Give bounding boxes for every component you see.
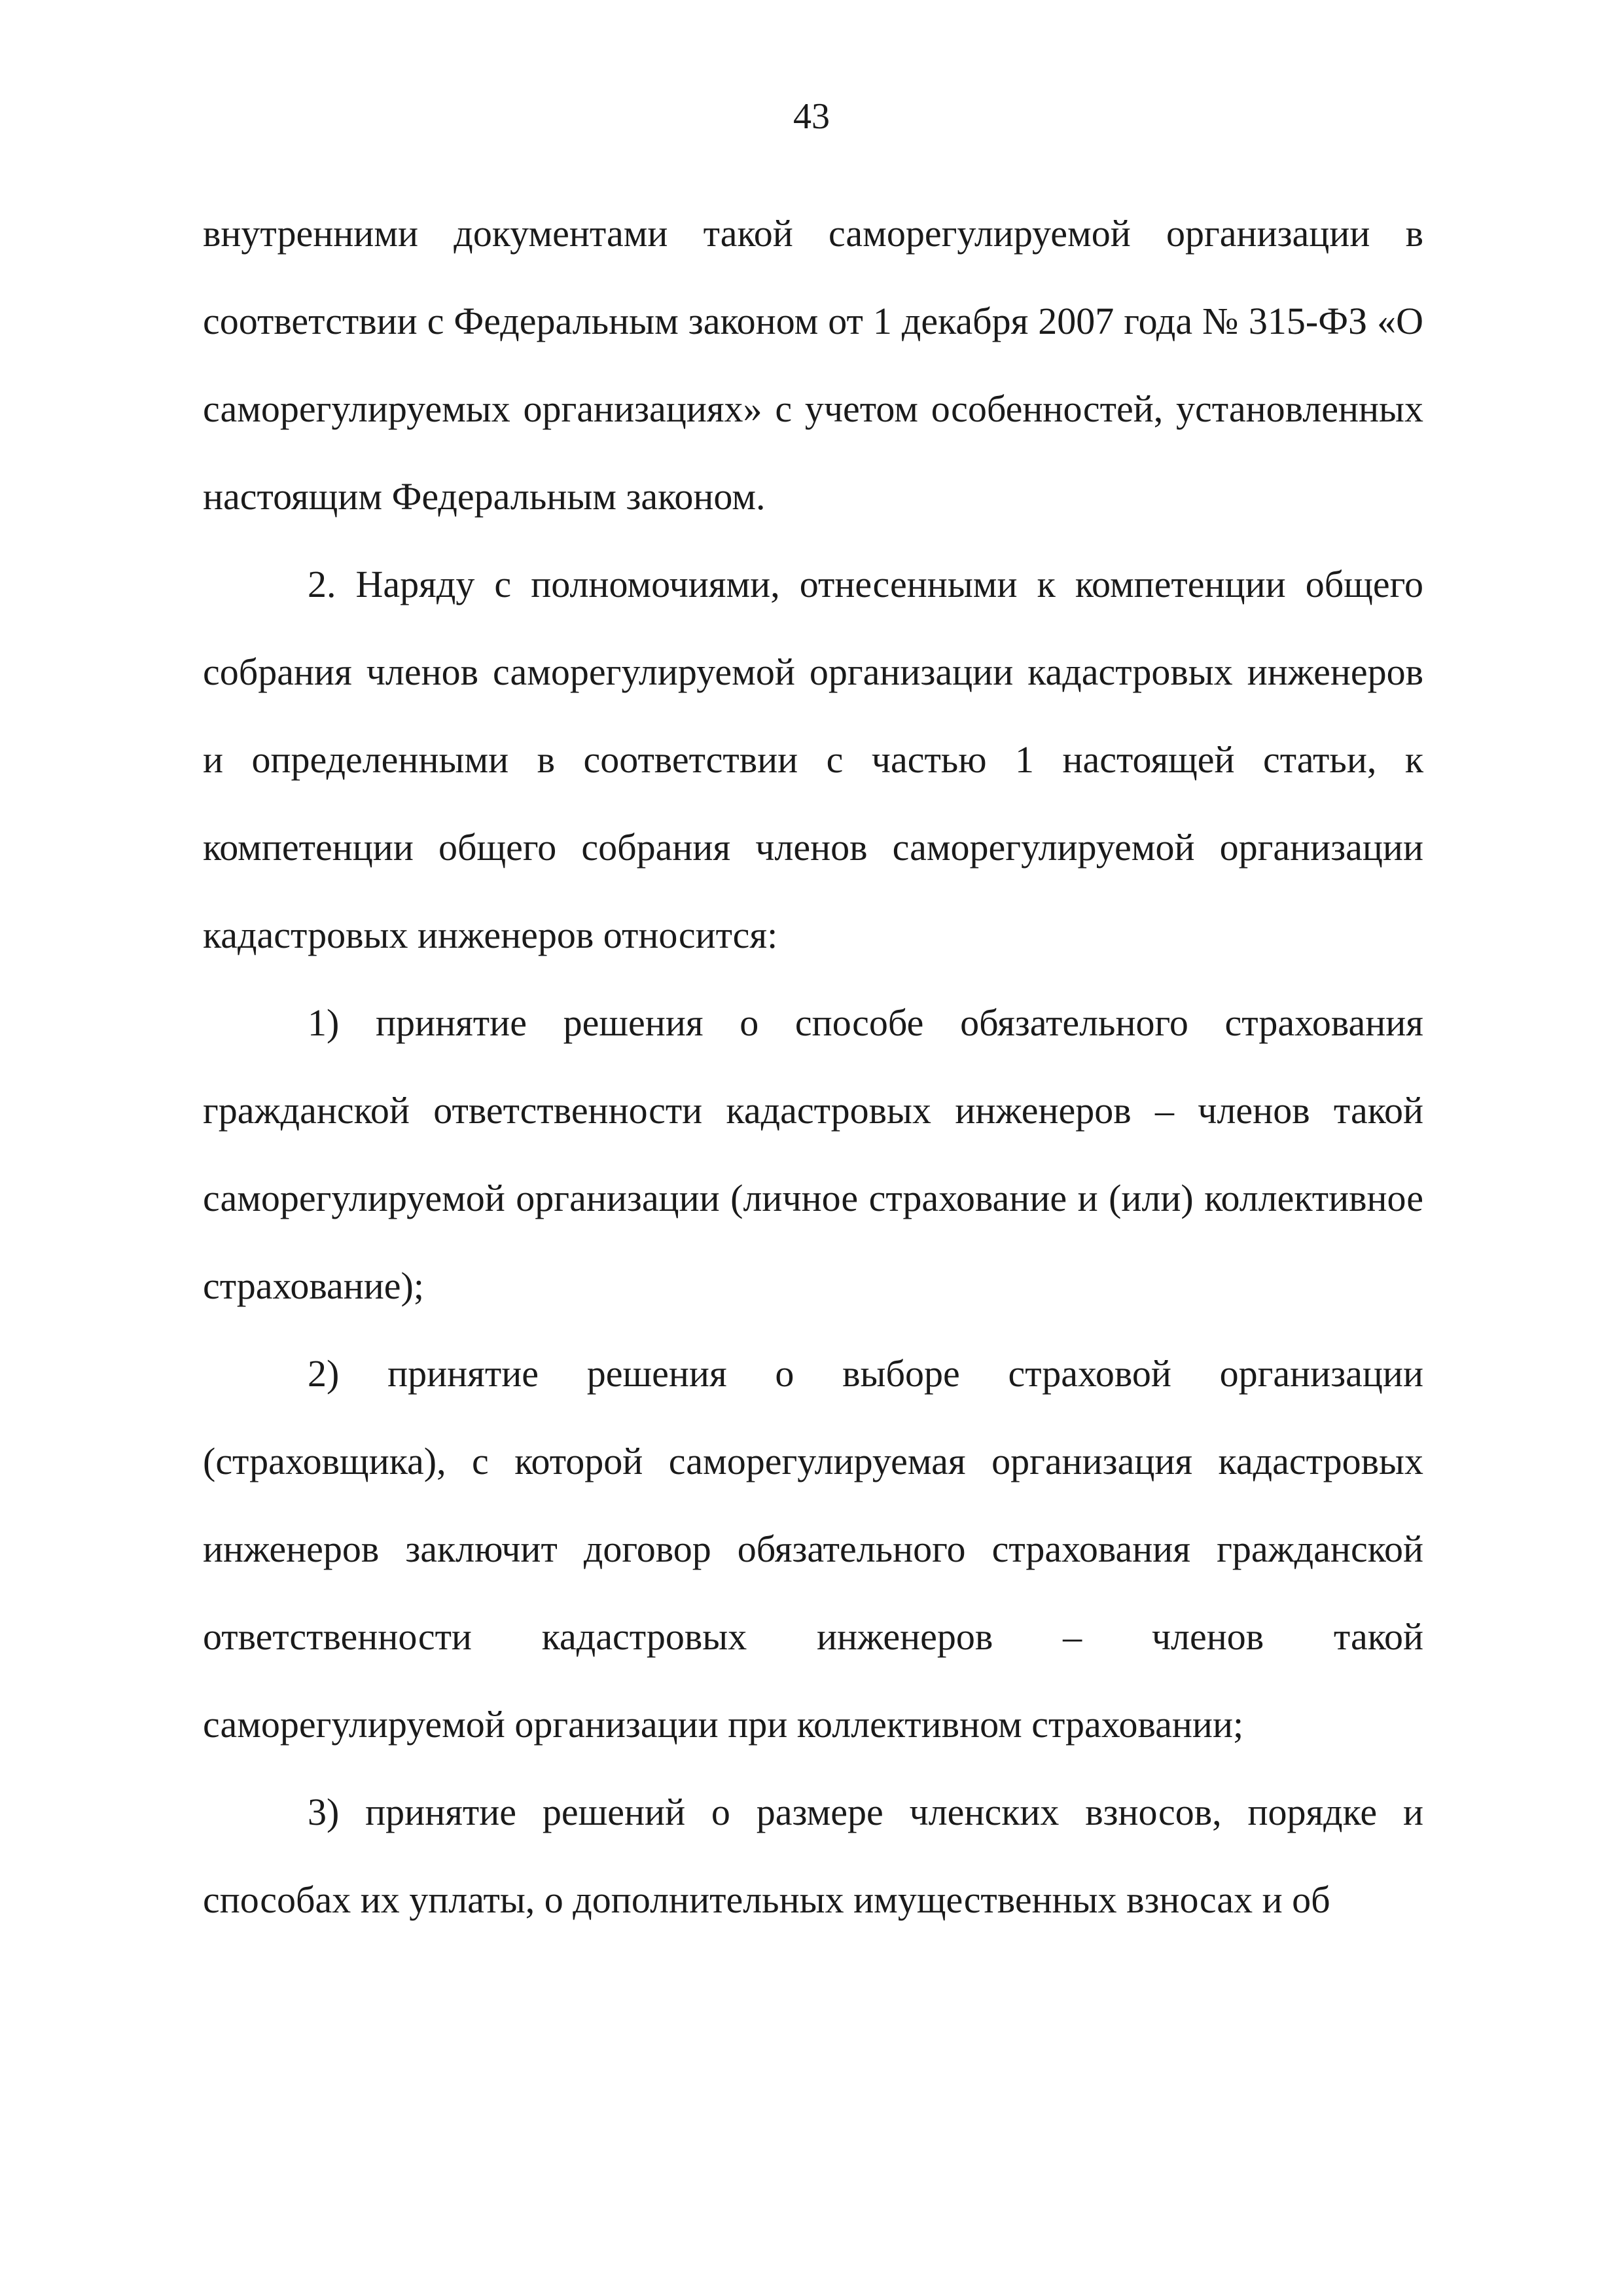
list-item-2: 2) принятие решения о выборе страховой организации (страховщика), с которой саморегулируемая организация кадастровых инженеров заключит договор обязательного страхования гражданской ответственности кадастровых инженеров – членов такой саморегулируемой организации при коллективном страховании; [203,1352,1423,1746]
page-number: 43 [793,96,830,137]
document-body [203,190,1423,1944]
paragraph-continuation: внутренними документами такой саморегулируемой организации в соответствии с Федеральным законом от 1 декабря 2007 года № 315-ФЗ «О саморегулируемых организациях» с учетом особенностей, установленных настоящим Федеральным законом. [203,212,1423,518]
list-item-1: 1) принятие решения о способе обязательного страхования гражданской ответственности кадастровых инженеров – членов такой саморегулируемой организации (личное страхование и (или) коллективное страхование); [203,1001,1423,1307]
list-item-3: 3) принятие решений о размере членских взносов, порядке и способах их уплаты, о дополнительных имущественных взносах и об [203,1791,1423,1921]
paragraph-part-2: 2. Наряду с полномочиями, отнесенными к компетенции общего собрания членов саморегулируемой организации кадастровых инженеров и определенными в соответствии с частью 1 настоящей статьи, к компетенции общего собрания членов саморегулируемой организации кадастровых инженеров относится: [203,563,1423,956]
